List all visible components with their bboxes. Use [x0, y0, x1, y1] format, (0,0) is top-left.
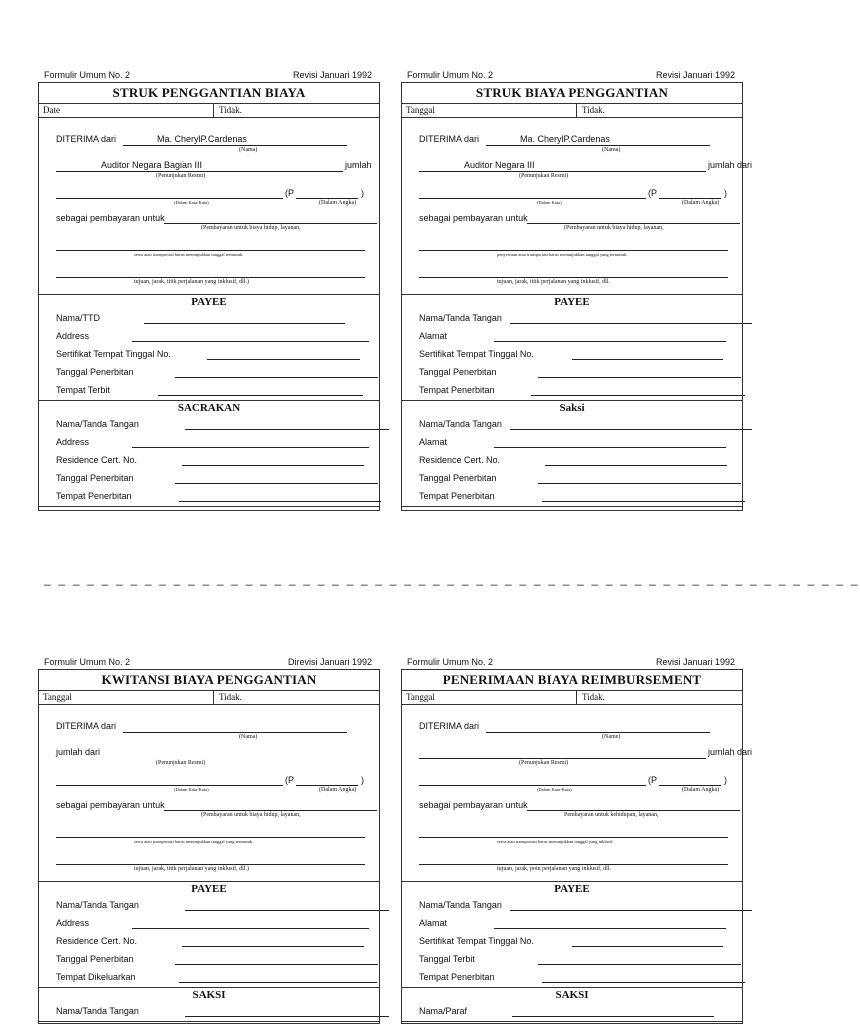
- witness-field-label: Alamat: [419, 437, 448, 447]
- payee-field-label: Tanggal Penerbitan: [56, 367, 134, 377]
- payee-field-label: Alamat: [419, 918, 448, 928]
- figures-caption: (Dalam Angka): [682, 200, 720, 206]
- payee-field-label: Alamat: [419, 331, 448, 341]
- payee-field-label: Address: [56, 331, 90, 341]
- payee-field-line[interactable]: [207, 359, 360, 360]
- witness-field-row: [39, 470, 379, 488]
- date-number-row: [39, 691, 379, 705]
- destination-caption: tujuan, jarak, titik perjalanan yang inklusif, dll.): [134, 279, 249, 285]
- payment-purpose-line[interactable]: [527, 223, 740, 224]
- payee-field-line[interactable]: [538, 377, 741, 378]
- purpose-line-2[interactable]: [419, 250, 728, 251]
- received-name-value: Ma. CherylP.Cardenas: [157, 134, 247, 144]
- amount-words-line[interactable]: [419, 785, 646, 786]
- payment-for-label: sebagai pembayaran untuk: [56, 213, 165, 223]
- payee-field-line[interactable]: [572, 359, 723, 360]
- payee-field-line[interactable]: [510, 910, 752, 911]
- amount-from-label: jumlah: [345, 160, 372, 170]
- peso-open: (P: [285, 188, 294, 198]
- official-designation-line[interactable]: [419, 758, 706, 759]
- date-label: Tanggal: [406, 692, 435, 702]
- form-box: [401, 669, 753, 1024]
- payee-field-line[interactable]: [572, 946, 723, 947]
- revision-date: Revisi Januari 1992: [655, 70, 735, 80]
- payee-field-label: Tempat Terbit: [56, 385, 110, 395]
- payee-field-label: Nama/Tanda Tangan: [56, 900, 139, 910]
- revision-date: Direvisi Januari 1992: [287, 657, 372, 667]
- payment-purpose-line[interactable]: [164, 223, 377, 224]
- payee-field-label: Tanggal Penerbitan: [419, 367, 497, 377]
- witness-section: [39, 401, 379, 507]
- received-from-label: DITERIMA dari: [419, 134, 480, 144]
- name-caption: (Name): [602, 734, 621, 740]
- witness-field-row: [402, 452, 742, 470]
- payee-title: PAYEE: [191, 883, 227, 895]
- witness-field-label: Nama/Tanda Tangan: [56, 419, 139, 429]
- witness-field-row: [402, 434, 742, 452]
- amount-from-label: jumlah dari: [708, 160, 753, 170]
- transport-caption: sewa atau transportasi harus menunjukkan tanggal yang termasuk.: [134, 839, 254, 844]
- official-designation-line[interactable]: [56, 171, 343, 172]
- date-number-row: [402, 104, 742, 118]
- received-from-label: DITERIMA dari: [56, 721, 117, 731]
- witness-field-label: Tanggal Penerbitan: [56, 473, 134, 483]
- official-caption: (Penunjukan Resmi): [156, 173, 206, 179]
- receipt-body: [39, 118, 379, 295]
- witness-field-row: [39, 1003, 379, 1021]
- witness-field-line[interactable]: [175, 483, 378, 484]
- payment-caption: (Pembayaran untuk biaya hidup, layanan,: [201, 812, 301, 818]
- number-label: Tidak.: [219, 692, 242, 702]
- form-number: Formulir Umum No. 2: [407, 657, 494, 667]
- payee-field-line[interactable]: [144, 323, 345, 324]
- peso-close: ): [724, 188, 727, 198]
- form-header: [44, 657, 380, 668]
- form-number: Formulir Umum No. 2: [44, 70, 131, 80]
- form-box: [401, 82, 753, 511]
- payee-section: [39, 295, 379, 401]
- witness-field-row: [39, 488, 379, 506]
- payment-for-label: sebagai pembayaran untuk: [419, 213, 528, 223]
- date-label: Tanggal: [43, 692, 72, 702]
- amount-figures-line[interactable]: [296, 785, 358, 786]
- revision-date: Revisi Januari 1992: [292, 70, 372, 80]
- destination-caption: tujuan, jarak, titik perjalanan yang inklusif, dll.): [134, 866, 249, 872]
- witness-section: [402, 401, 742, 507]
- official-caption: (Penunjukan Resmi): [519, 760, 569, 766]
- witness-field-label: Residence Cert. No.: [56, 455, 138, 465]
- witness-field-line[interactable]: [132, 447, 369, 448]
- witness-field-row: [39, 434, 379, 452]
- transport-caption: sewa atau transportasi harus menunjukkan tanggal termasuk.: [134, 252, 244, 257]
- amount-words-line[interactable]: [56, 198, 283, 199]
- purpose-line-3[interactable]: [56, 864, 365, 865]
- payee-field-row: [402, 364, 742, 382]
- column-divider: [213, 104, 214, 117]
- received-name-line[interactable]: [486, 145, 710, 146]
- payee-field-row: [402, 915, 742, 933]
- payee-field-row: [402, 310, 742, 328]
- figures-caption: (Dalam Angka): [319, 787, 357, 793]
- amount-figures-line[interactable]: [296, 198, 358, 199]
- payee-field-line[interactable]: [538, 964, 741, 965]
- amount-figures-line[interactable]: [659, 785, 721, 786]
- figures-caption: (Dalam Angka): [319, 200, 357, 206]
- name-caption: (Nama): [602, 147, 621, 153]
- payee-field-line[interactable]: [510, 323, 752, 324]
- payment-caption: (Pembayaran untuk biaya hidup, layanan,: [564, 225, 664, 231]
- witness-field-row: [402, 416, 742, 434]
- form-number: Formulir Umum No. 2: [407, 70, 494, 80]
- received-name-line[interactable]: [486, 732, 710, 733]
- payee-field-line[interactable]: [158, 395, 363, 396]
- witness-field-label: Tempat Penerbitan: [419, 491, 495, 501]
- payee-field-row: [39, 346, 379, 364]
- official-caption: (Penunjukan Resmi): [519, 173, 569, 179]
- receipt-body: [402, 705, 753, 882]
- payee-field-line[interactable]: [542, 982, 745, 983]
- cut-line: _ _ _ _ _ _ _ _ _ _ _ _ _ _ _ _ _ _ _ _ _ _ _ _ _ _ _ _ _ _ _ _ _ _ _ _ _ _ _ _ _ _ _ _ _ _ _ _ _ _ _ _ _ _ _ _ _: [44, 572, 860, 586]
- received-from-label: DITERIMA dari: [56, 134, 117, 144]
- payee-field-row: [402, 382, 742, 400]
- witness-field-row: [402, 1003, 742, 1021]
- witness-field-line[interactable]: [510, 429, 752, 430]
- amount-from-label: jumlah dari: [56, 747, 101, 757]
- witness-field-line[interactable]: [494, 447, 726, 448]
- witness-field-line[interactable]: [512, 1016, 714, 1017]
- column-divider: [576, 104, 577, 117]
- payee-field-label: Nama/Tanda Tangan: [419, 313, 502, 323]
- receipt-body: [39, 705, 379, 882]
- payee-field-line[interactable]: [185, 910, 389, 911]
- form-header: [407, 70, 743, 81]
- payment-purpose-line[interactable]: [527, 810, 740, 811]
- peso-open: (P: [648, 188, 657, 198]
- payee-field-row: [39, 933, 379, 951]
- payee-title: PAYEE: [554, 883, 590, 895]
- payee-field-row: [402, 951, 742, 969]
- payee-section: [39, 882, 379, 988]
- purpose-line-2[interactable]: [56, 250, 365, 251]
- words-caption: (Dalam Kata): [537, 200, 562, 205]
- payee-field-row: [39, 969, 379, 987]
- form-number: Formulir Umum No. 2: [44, 657, 131, 667]
- payee-field-label: Residence Cert. No.: [56, 936, 138, 946]
- witness-title: Saksi: [559, 402, 585, 414]
- payee-field-label: Sertifikat Tempat Tinggal No.: [419, 936, 534, 946]
- payee-field-row: [39, 897, 379, 915]
- payee-field-line[interactable]: [132, 928, 369, 929]
- payee-field-line[interactable]: [494, 341, 726, 342]
- purpose-line-3[interactable]: [56, 277, 365, 278]
- witness-field-row: [402, 470, 742, 488]
- received-name-line[interactable]: [123, 732, 347, 733]
- number-label: Tidak.: [582, 105, 605, 115]
- official-designation-value: Auditor Negara III: [464, 160, 535, 170]
- payee-field-row: [402, 328, 742, 346]
- receipt-body: [402, 118, 753, 295]
- payee-field-row: [39, 382, 379, 400]
- payee-field-line[interactable]: [132, 341, 369, 342]
- payment-for-label: sebagai pembayaran untuk: [419, 800, 528, 810]
- form-title: STRUK BIAYA PENGGANTIAN: [402, 83, 742, 104]
- payment-for-label: sebagai pembayaran untuk: [56, 800, 165, 810]
- purpose-line-2[interactable]: [56, 837, 365, 838]
- form-box: [38, 669, 380, 1024]
- payee-field-label: Nama/TTD: [56, 313, 101, 323]
- peso-open: (P: [648, 775, 657, 785]
- payee-field-row: [39, 951, 379, 969]
- column-divider: [576, 691, 577, 704]
- payee-field-label: Tempat Penerbitan: [419, 972, 495, 982]
- payee-field-row: [402, 346, 742, 364]
- official-designation-line[interactable]: [419, 171, 706, 172]
- payee-field-line[interactable]: [175, 964, 378, 965]
- payment-purpose-line[interactable]: [164, 810, 377, 811]
- number-label: Tidak.: [219, 105, 242, 115]
- witness-field-row: [402, 488, 742, 506]
- witness-field-label: Nama/Tanda Tangan: [419, 419, 502, 429]
- witness-field-label: Address: [56, 437, 90, 447]
- payment-caption: (Pembayaran untuk biaya hidup, layanan,: [201, 225, 301, 231]
- witness-field-row: [39, 416, 379, 434]
- peso-close: ): [724, 775, 727, 785]
- number-label: Tidak.: [582, 692, 605, 702]
- witness-field-label: Nama/Tanda Tangan: [56, 1006, 139, 1016]
- witness-field-label: Tempat Penerbitan: [56, 491, 132, 501]
- official-caption: (Penunjukan Resmi): [156, 760, 206, 766]
- payee-field-row: [402, 969, 742, 987]
- form-title: STRUK PENGGANTIAN BIAYA: [39, 83, 379, 104]
- payee-section: [402, 882, 742, 988]
- peso-open: (P: [285, 775, 294, 785]
- form-header: [407, 657, 743, 668]
- witness-field-line[interactable]: [182, 465, 364, 466]
- payee-field-line[interactable]: [531, 395, 745, 396]
- payee-title: PAYEE: [191, 296, 227, 308]
- payee-field-label: Tempat Penerbitan: [419, 385, 495, 395]
- amount-words-line[interactable]: [56, 785, 283, 786]
- witness-title: SAKSI: [192, 989, 226, 1001]
- witness-field-line[interactable]: [185, 429, 389, 430]
- transport-caption: sewa atau transportasi harus menunjukkan tanggal yang inklusif.: [497, 839, 614, 844]
- amount-from-label: jumlah dari: [708, 747, 753, 757]
- payee-field-label: Tanggal Terbit: [419, 954, 475, 964]
- payee-field-label: Tempat Dikeluarkan: [56, 972, 136, 982]
- witness-field-line[interactable]: [185, 1016, 389, 1017]
- destination-caption: tujuan, jarak, poin perjalanan yang inklusif, dll.: [497, 866, 611, 872]
- purpose-line-3[interactable]: [419, 277, 728, 278]
- form-title: PENERIMAAN BIAYA REIMBURSEMENT: [402, 670, 742, 691]
- payee-field-label: Address: [56, 918, 90, 928]
- payee-field-label: Sertifikat Tempat Tinggal No.: [56, 349, 171, 359]
- words-caption: (Dalam Kata-Kata): [174, 787, 209, 792]
- payee-field-label: Tanggal Penerbitan: [56, 954, 134, 964]
- witness-title: SAKSI: [555, 989, 589, 1001]
- peso-close: ): [361, 188, 364, 198]
- date-label: Tanggal: [406, 105, 435, 115]
- witness-section: [39, 988, 379, 1022]
- payee-field-row: [39, 328, 379, 346]
- payee-field-row: [402, 933, 742, 951]
- peso-close: ): [361, 775, 364, 785]
- witness-section: [402, 988, 742, 1022]
- column-divider: [213, 691, 214, 704]
- destination-caption: tujuan, jarak, titik perjalanan yang inklusif, dll.: [497, 279, 610, 285]
- words-caption: (Dalam Kata-Kata): [537, 787, 572, 792]
- name-caption: (Nama): [239, 147, 258, 153]
- purpose-line-3[interactable]: [419, 864, 728, 865]
- payee-field-line[interactable]: [182, 946, 364, 947]
- date-number-row: [39, 104, 379, 118]
- witness-field-line[interactable]: [179, 501, 381, 502]
- payee-section: [402, 295, 742, 401]
- witness-field-row: [39, 452, 379, 470]
- received-from-label: DITERIMA dari: [419, 721, 480, 731]
- purpose-line-2[interactable]: [419, 837, 728, 838]
- payee-field-label: Nama/Tanda Tangan: [419, 900, 502, 910]
- payee-field-label: Sertifikat Tempat Tinggal No.: [419, 349, 534, 359]
- payment-caption: Pembayaran untuk kehidupan, layanan,: [564, 812, 659, 818]
- payee-field-line[interactable]: [179, 982, 377, 983]
- payee-field-line[interactable]: [494, 928, 726, 929]
- official-designation-value: Auditor Negara Bagian III: [101, 160, 203, 170]
- witness-field-label: Nama/Paraf: [419, 1006, 468, 1016]
- payee-field-row: [402, 897, 742, 915]
- witness-field-label: Tanggal Penerbitan: [419, 473, 497, 483]
- witness-title: SACRAKAN: [177, 402, 241, 414]
- form-box: [38, 82, 380, 511]
- witness-field-line[interactable]: [538, 483, 741, 484]
- payee-field-row: [39, 364, 379, 382]
- amount-words-line[interactable]: [419, 198, 646, 199]
- name-caption: (Nama): [239, 734, 258, 740]
- received-name-value: Ma. CherylP.Cardenas: [520, 134, 610, 144]
- date-label: Date: [43, 105, 60, 115]
- payee-title: PAYEE: [554, 296, 590, 308]
- revision-date: Revisi Januari 1992: [655, 657, 735, 667]
- payee-field-row: [39, 310, 379, 328]
- payee-field-row: [39, 915, 379, 933]
- transport-caption: penyewaan atau transportasi harus menunjukkan tanggal yang termasuk.: [497, 252, 628, 257]
- form-header: [44, 70, 380, 81]
- received-name-line[interactable]: [123, 145, 347, 146]
- words-caption: (Dalam Kata-Kata): [174, 200, 209, 205]
- payee-field-line[interactable]: [175, 377, 378, 378]
- witness-field-line[interactable]: [542, 501, 745, 502]
- amount-figures-line[interactable]: [659, 198, 721, 199]
- figures-caption: (Dalam Angka): [682, 787, 720, 793]
- witness-field-line[interactable]: [545, 465, 727, 466]
- form-title: KWITANSI BIAYA PENGGANTIAN: [39, 670, 379, 691]
- date-number-row: [402, 691, 742, 705]
- witness-field-label: Residence Cert. No.: [419, 455, 501, 465]
